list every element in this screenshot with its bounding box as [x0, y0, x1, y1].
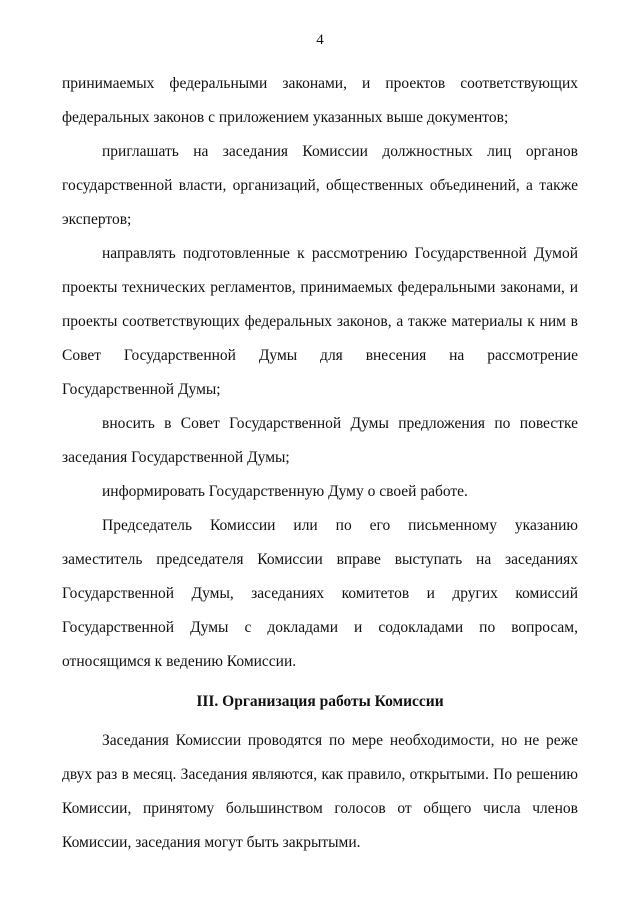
paragraph: направлять подготовленные к рассмотрению Государственной Думой проекты технических регламентов, принимаемых федеральными законами, и проекты соответствующих федеральных законов, а также материалы к ним в Совет Государственной Думы для внесения на рассмотрение Государственной Думы; [62, 245, 578, 398]
paragraph: Председатель Комиссии или по его письменному указанию заместитель председателя Комиссии вправе выступать на заседаниях Государственной Думы, заседаниях комитетов и других комиссий Государственной Думы с докладами и содокладами по вопросам, относящимся к ведению Комиссии. [62, 517, 578, 670]
paragraph: Заседания Комиссии проводятся по мере необходимости, но не реже двух раз в месяц. Заседания являются, как правило, открытыми. По решению Комиссии, принятому большинством голосов от общего числа членов Комиссии, заседания могут быть закрытыми. [62, 732, 578, 851]
paragraph: информировать Государственную Думу о своей работе. [102, 483, 468, 500]
section-heading: III. Организация работы Комиссии [196, 693, 444, 710]
paragraph: приглашать на заседания Комиссии должностных лиц органов государственной власти, организаций, общественных объединений, а также экспертов; [62, 143, 578, 228]
paragraph: вносить в Совет Государственной Думы предложения по повестке заседания Государственной Думы; [62, 415, 578, 466]
page-number: 4 [316, 32, 324, 48]
paragraph: принимаемых федеральными законами, и проектов соответствующих федеральных законов с приложением указанных выше документов; [62, 75, 578, 126]
document-body [62, 67, 578, 860]
